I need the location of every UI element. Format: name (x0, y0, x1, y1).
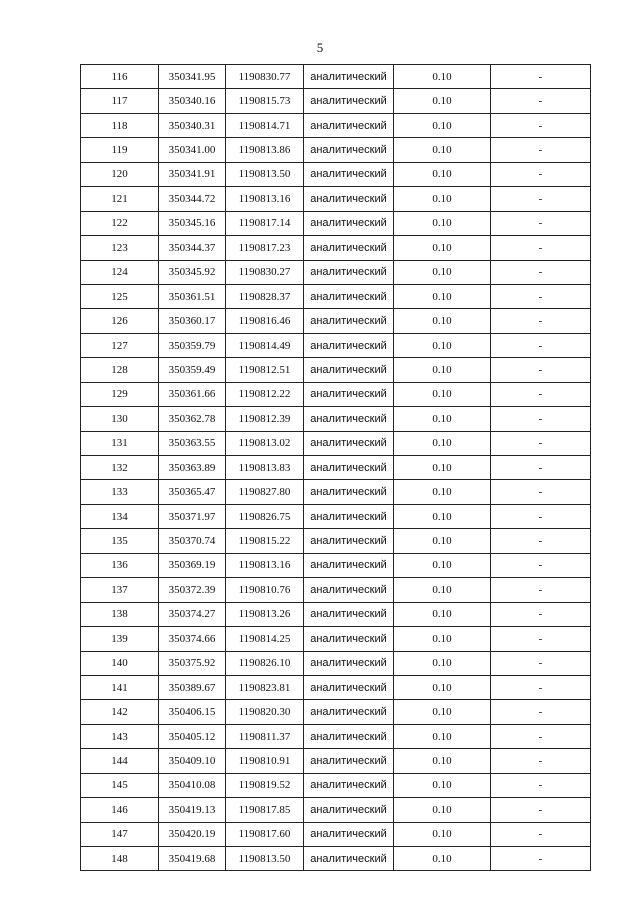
method-cell: аналитический (304, 798, 394, 822)
point-number-cell: 147 (81, 822, 159, 846)
x-coordinate-cell: 350344.72 (159, 187, 226, 211)
x-coordinate-cell: 350345.16 (159, 211, 226, 235)
accuracy-cell: 0.10 (394, 602, 491, 626)
method-cell: аналитический (304, 675, 394, 699)
point-number-cell: 129 (81, 382, 159, 406)
method-cell: аналитический (304, 358, 394, 382)
table-row (81, 651, 591, 675)
y-coordinate-cell: 1190811.37 (226, 724, 304, 748)
x-coordinate-cell: 350372.39 (159, 578, 226, 602)
point-number-cell: 125 (81, 284, 159, 308)
note-cell: - (491, 309, 591, 333)
method-cell: аналитический (304, 553, 394, 577)
x-coordinate-cell: 350340.16 (159, 89, 226, 113)
note-cell: - (491, 236, 591, 260)
note-cell: - (491, 382, 591, 406)
y-coordinate-cell: 1190814.71 (226, 113, 304, 137)
note-cell: - (491, 798, 591, 822)
note-cell: - (491, 113, 591, 137)
table-row (81, 187, 591, 211)
x-coordinate-cell: 350419.13 (159, 798, 226, 822)
point-number-cell: 139 (81, 627, 159, 651)
x-coordinate-cell: 350359.49 (159, 358, 226, 382)
accuracy-cell: 0.10 (394, 822, 491, 846)
y-coordinate-cell: 1190813.16 (226, 187, 304, 211)
x-coordinate-cell: 350363.89 (159, 456, 226, 480)
table-row (81, 847, 591, 871)
method-cell: аналитический (304, 773, 394, 797)
x-coordinate-cell: 350341.00 (159, 138, 226, 162)
note-cell: - (491, 504, 591, 528)
x-coordinate-cell: 350374.27 (159, 602, 226, 626)
accuracy-cell: 0.10 (394, 651, 491, 675)
accuracy-cell: 0.10 (394, 578, 491, 602)
y-coordinate-cell: 1190812.39 (226, 407, 304, 431)
accuracy-cell: 0.10 (394, 504, 491, 528)
y-coordinate-cell: 1190812.22 (226, 382, 304, 406)
x-coordinate-cell: 350361.51 (159, 284, 226, 308)
table-row (81, 578, 591, 602)
x-coordinate-cell: 350410.08 (159, 773, 226, 797)
method-cell: аналитический (304, 602, 394, 626)
table-row (81, 89, 591, 113)
x-coordinate-cell: 350340.31 (159, 113, 226, 137)
table-row (81, 749, 591, 773)
accuracy-cell: 0.10 (394, 431, 491, 455)
method-cell: аналитический (304, 138, 394, 162)
point-number-cell: 118 (81, 113, 159, 137)
y-coordinate-cell: 1190813.83 (226, 456, 304, 480)
point-number-cell: 137 (81, 578, 159, 602)
point-number-cell: 117 (81, 89, 159, 113)
y-coordinate-cell: 1190830.27 (226, 260, 304, 284)
point-number-cell: 123 (81, 236, 159, 260)
table-row (81, 407, 591, 431)
y-coordinate-cell: 1190810.76 (226, 578, 304, 602)
accuracy-cell: 0.10 (394, 65, 491, 89)
point-number-cell: 120 (81, 162, 159, 186)
method-cell: аналитический (304, 431, 394, 455)
note-cell: - (491, 675, 591, 699)
method-cell: аналитический (304, 651, 394, 675)
note-cell: - (491, 284, 591, 308)
accuracy-cell: 0.10 (394, 456, 491, 480)
y-coordinate-cell: 1190813.86 (226, 138, 304, 162)
point-number-cell: 142 (81, 700, 159, 724)
accuracy-cell: 0.10 (394, 211, 491, 235)
table-row (81, 284, 591, 308)
accuracy-cell: 0.10 (394, 553, 491, 577)
y-coordinate-cell: 1190813.02 (226, 431, 304, 455)
y-coordinate-cell: 1190813.26 (226, 602, 304, 626)
accuracy-cell: 0.10 (394, 138, 491, 162)
method-cell: аналитический (304, 749, 394, 773)
accuracy-cell: 0.10 (394, 675, 491, 699)
x-coordinate-cell: 350363.55 (159, 431, 226, 455)
point-number-cell: 127 (81, 333, 159, 357)
note-cell: - (491, 187, 591, 211)
table-row (81, 675, 591, 699)
point-number-cell: 141 (81, 675, 159, 699)
accuracy-cell: 0.10 (394, 480, 491, 504)
note-cell: - (491, 211, 591, 235)
accuracy-cell: 0.10 (394, 749, 491, 773)
table-row (81, 113, 591, 137)
table-row (81, 358, 591, 382)
table-row (81, 431, 591, 455)
accuracy-cell: 0.10 (394, 309, 491, 333)
y-coordinate-cell: 1190819.52 (226, 773, 304, 797)
accuracy-cell: 0.10 (394, 724, 491, 748)
method-cell: аналитический (304, 627, 394, 651)
point-number-cell: 132 (81, 456, 159, 480)
y-coordinate-cell: 1190827.80 (226, 480, 304, 504)
accuracy-cell: 0.10 (394, 798, 491, 822)
x-coordinate-cell: 350369.19 (159, 553, 226, 577)
note-cell: - (491, 627, 591, 651)
note-cell: - (491, 162, 591, 186)
x-coordinate-cell: 350341.95 (159, 65, 226, 89)
accuracy-cell: 0.10 (394, 847, 491, 871)
note-cell: - (491, 358, 591, 382)
note-cell: - (491, 480, 591, 504)
x-coordinate-cell: 350405.12 (159, 724, 226, 748)
point-number-cell: 144 (81, 749, 159, 773)
method-cell: аналитический (304, 260, 394, 284)
x-coordinate-cell: 350365.47 (159, 480, 226, 504)
method-cell: аналитический (304, 382, 394, 406)
x-coordinate-cell: 350359.79 (159, 333, 226, 357)
y-coordinate-cell: 1190814.25 (226, 627, 304, 651)
method-cell: аналитический (304, 456, 394, 480)
point-number-cell: 121 (81, 187, 159, 211)
note-cell: - (491, 529, 591, 553)
x-coordinate-cell: 350362.78 (159, 407, 226, 431)
table-row (81, 260, 591, 284)
y-coordinate-cell: 1190813.16 (226, 553, 304, 577)
table-row (81, 504, 591, 528)
table-row (81, 700, 591, 724)
accuracy-cell: 0.10 (394, 89, 491, 113)
table-row (81, 382, 591, 406)
method-cell: аналитический (304, 162, 394, 186)
note-cell: - (491, 822, 591, 846)
accuracy-cell: 0.10 (394, 382, 491, 406)
y-coordinate-cell: 1190813.50 (226, 162, 304, 186)
point-number-cell: 116 (81, 65, 159, 89)
table-row (81, 162, 591, 186)
table-row (81, 602, 591, 626)
x-coordinate-cell: 350420.19 (159, 822, 226, 846)
point-number-cell: 148 (81, 847, 159, 871)
note-cell: - (491, 700, 591, 724)
method-cell: аналитический (304, 309, 394, 333)
y-coordinate-cell: 1190817.23 (226, 236, 304, 260)
table-row (81, 724, 591, 748)
table-row (81, 822, 591, 846)
note-cell: - (491, 749, 591, 773)
x-coordinate-cell: 350370.74 (159, 529, 226, 553)
method-cell: аналитический (304, 529, 394, 553)
x-coordinate-cell: 350371.97 (159, 504, 226, 528)
note-cell: - (491, 773, 591, 797)
table-row (81, 65, 591, 89)
x-coordinate-cell: 350361.66 (159, 382, 226, 406)
table-row (81, 529, 591, 553)
point-number-cell: 135 (81, 529, 159, 553)
accuracy-cell: 0.10 (394, 529, 491, 553)
coordinates-table-body (81, 65, 591, 871)
point-number-cell: 136 (81, 553, 159, 577)
note-cell: - (491, 724, 591, 748)
y-coordinate-cell: 1190826.10 (226, 651, 304, 675)
table-row (81, 553, 591, 577)
point-number-cell: 146 (81, 798, 159, 822)
method-cell: аналитический (304, 847, 394, 871)
point-number-cell: 122 (81, 211, 159, 235)
point-number-cell: 119 (81, 138, 159, 162)
point-number-cell: 130 (81, 407, 159, 431)
y-coordinate-cell: 1190815.73 (226, 89, 304, 113)
table-row (81, 480, 591, 504)
note-cell: - (491, 847, 591, 871)
note-cell: - (491, 602, 591, 626)
point-number-cell: 126 (81, 309, 159, 333)
table-row (81, 456, 591, 480)
method-cell: аналитический (304, 822, 394, 846)
point-number-cell: 145 (81, 773, 159, 797)
y-coordinate-cell: 1190823.81 (226, 675, 304, 699)
y-coordinate-cell: 1190813.50 (226, 847, 304, 871)
point-number-cell: 138 (81, 602, 159, 626)
note-cell: - (491, 89, 591, 113)
method-cell: аналитический (304, 113, 394, 137)
method-cell: аналитический (304, 700, 394, 724)
y-coordinate-cell: 1190826.75 (226, 504, 304, 528)
x-coordinate-cell: 350344.37 (159, 236, 226, 260)
method-cell: аналитический (304, 211, 394, 235)
method-cell: аналитический (304, 407, 394, 431)
note-cell: - (491, 407, 591, 431)
accuracy-cell: 0.10 (394, 358, 491, 382)
accuracy-cell: 0.10 (394, 113, 491, 137)
point-number-cell: 143 (81, 724, 159, 748)
table-row (81, 211, 591, 235)
method-cell: аналитический (304, 236, 394, 260)
accuracy-cell: 0.10 (394, 627, 491, 651)
x-coordinate-cell: 350409.10 (159, 749, 226, 773)
method-cell: аналитический (304, 89, 394, 113)
x-coordinate-cell: 350374.66 (159, 627, 226, 651)
x-coordinate-cell: 350419.68 (159, 847, 226, 871)
method-cell: аналитический (304, 504, 394, 528)
note-cell: - (491, 553, 591, 577)
method-cell: аналитический (304, 187, 394, 211)
point-number-cell: 133 (81, 480, 159, 504)
x-coordinate-cell: 350341.91 (159, 162, 226, 186)
method-cell: аналитический (304, 284, 394, 308)
x-coordinate-cell: 350360.17 (159, 309, 226, 333)
note-cell: - (491, 578, 591, 602)
table-row (81, 798, 591, 822)
page-number: 5 (316, 40, 324, 55)
note-cell: - (491, 431, 591, 455)
method-cell: аналитический (304, 578, 394, 602)
accuracy-cell: 0.10 (394, 236, 491, 260)
method-cell: аналитический (304, 333, 394, 357)
y-coordinate-cell: 1190816.46 (226, 309, 304, 333)
point-number-cell: 131 (81, 431, 159, 455)
method-cell: аналитический (304, 65, 394, 89)
note-cell: - (491, 456, 591, 480)
x-coordinate-cell: 350345.92 (159, 260, 226, 284)
accuracy-cell: 0.10 (394, 773, 491, 797)
table-row (81, 138, 591, 162)
table-row (81, 773, 591, 797)
y-coordinate-cell: 1190817.85 (226, 798, 304, 822)
table-row (81, 627, 591, 651)
y-coordinate-cell: 1190812.51 (226, 358, 304, 382)
y-coordinate-cell: 1190820.30 (226, 700, 304, 724)
accuracy-cell: 0.10 (394, 284, 491, 308)
method-cell: аналитический (304, 724, 394, 748)
x-coordinate-cell: 350406.15 (159, 700, 226, 724)
table-row (81, 333, 591, 357)
y-coordinate-cell: 1190817.60 (226, 822, 304, 846)
table-row (81, 309, 591, 333)
y-coordinate-cell: 1190828.37 (226, 284, 304, 308)
y-coordinate-cell: 1190817.14 (226, 211, 304, 235)
accuracy-cell: 0.10 (394, 260, 491, 284)
table-row (81, 236, 591, 260)
note-cell: - (491, 333, 591, 357)
note-cell: - (491, 138, 591, 162)
point-number-cell: 134 (81, 504, 159, 528)
accuracy-cell: 0.10 (394, 162, 491, 186)
accuracy-cell: 0.10 (394, 187, 491, 211)
note-cell: - (491, 65, 591, 89)
accuracy-cell: 0.10 (394, 407, 491, 431)
accuracy-cell: 0.10 (394, 333, 491, 357)
point-number-cell: 140 (81, 651, 159, 675)
point-number-cell: 124 (81, 260, 159, 284)
note-cell: - (491, 651, 591, 675)
accuracy-cell: 0.10 (394, 700, 491, 724)
x-coordinate-cell: 350375.92 (159, 651, 226, 675)
y-coordinate-cell: 1190810.91 (226, 749, 304, 773)
y-coordinate-cell: 1190814.49 (226, 333, 304, 357)
y-coordinate-cell: 1190830.77 (226, 65, 304, 89)
method-cell: аналитический (304, 480, 394, 504)
note-cell: - (491, 260, 591, 284)
y-coordinate-cell: 1190815.22 (226, 529, 304, 553)
x-coordinate-cell: 350389.67 (159, 675, 226, 699)
coordinates-table (80, 64, 591, 871)
point-number-cell: 128 (81, 358, 159, 382)
